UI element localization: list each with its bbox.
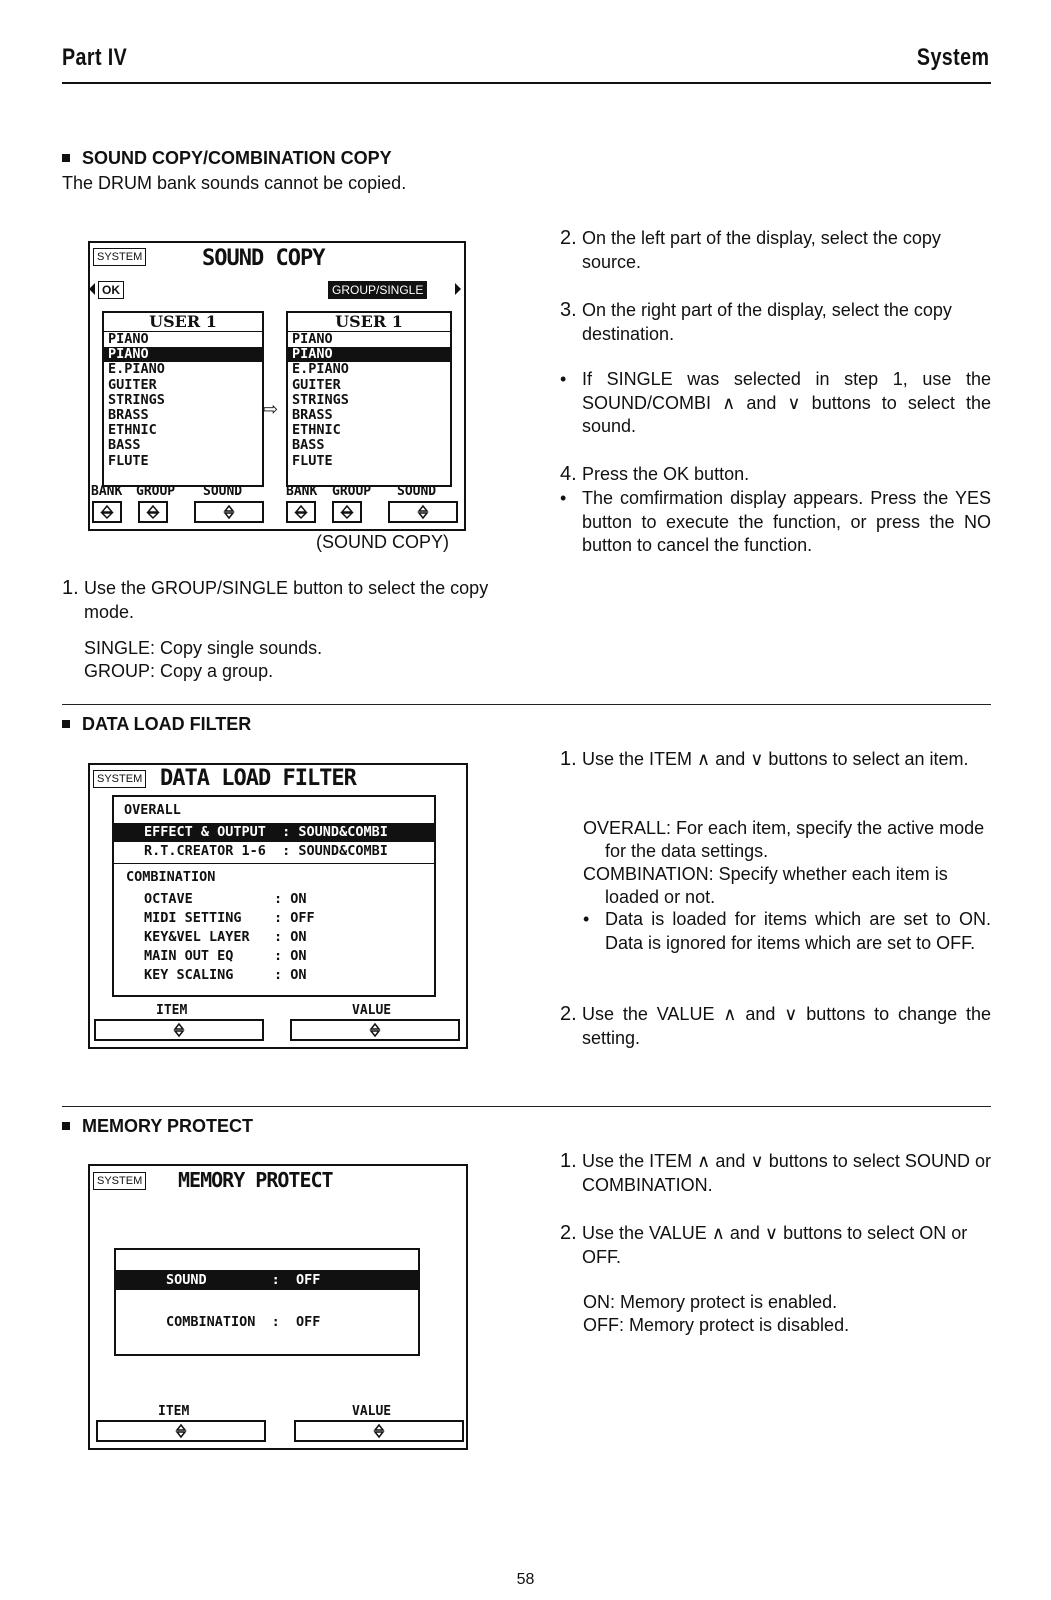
value-knob-label: VALUE <box>352 1404 392 1419</box>
source-bank-header: USER 1 <box>104 313 262 332</box>
copy-arrow-icon: ⇨ <box>263 399 279 419</box>
bank-knob[interactable] <box>286 501 316 523</box>
on-description: ON: Memory protect is enabled. <box>583 1292 838 1312</box>
combination-label: COMBINATION <box>126 869 216 885</box>
combination-protect-row[interactable]: COMBINATION : OFF <box>166 1314 321 1330</box>
knob-label-sound: SOUND <box>397 484 437 499</box>
list-item[interactable]: PIANO <box>108 331 149 347</box>
knob-label-group: GROUP <box>136 484 176 499</box>
destination-bank-header: USER 1 <box>288 313 450 332</box>
list-item[interactable]: BRASS <box>292 407 333 424</box>
filter-settings-panel <box>112 795 436 997</box>
value-knob-label: VALUE <box>352 1003 392 1018</box>
combination-description: COMBINATION: Specify whether each item is loaded or not. <box>583 864 948 907</box>
filter-row[interactable]: MAIN OUT EQ : ON <box>144 948 307 964</box>
list-item[interactable]: GUITER <box>292 376 341 393</box>
value-knob[interactable] <box>294 1420 464 1442</box>
section2-step-2: 2. Use the VALUE ∧ and ∨ buttons to change the setting. <box>560 1003 991 1048</box>
list-item[interactable]: E.PIANO <box>292 361 349 378</box>
off-description: OFF: Memory protect is disabled. <box>583 1315 850 1335</box>
mode-group: GROUP: Copy a group. <box>84 661 274 681</box>
list-item[interactable]: BRASS <box>108 407 149 424</box>
overall-label: OVERALL <box>124 802 181 818</box>
section1-step-4: 4. Press the OK button. <box>560 463 750 485</box>
section1-step-1: 1. Use the GROUP/SINGLE button to select the copy mode. <box>62 577 489 622</box>
group-knob[interactable] <box>138 501 168 523</box>
list-item-selected[interactable]: PIANO <box>104 347 262 362</box>
group-knob[interactable] <box>332 501 362 523</box>
header-rule <box>62 82 991 84</box>
section1-intro: The DRUM bank sounds cannot be copied. <box>62 173 407 193</box>
section3-step-2: 2. Use the VALUE ∧ and ∨ buttons to select ON or OFF. <box>560 1222 968 1267</box>
section2-step-1: 1. Use the ITEM ∧ and ∨ buttons to select an item. <box>560 748 969 770</box>
sound-knob[interactable] <box>388 501 458 523</box>
list-item[interactable]: PIANO <box>292 331 333 347</box>
section-title-sound-copy: SOUND COPY/COMBINATION COPY <box>62 148 392 169</box>
list-item[interactable]: E.PIANO <box>108 361 165 378</box>
section-divider <box>62 704 991 705</box>
list-item[interactable]: BASS <box>108 437 141 454</box>
sound-protect-row[interactable]: SOUND : OFF <box>116 1270 418 1290</box>
section1-step-3: 3. On the right part of the display, select the copy destination. <box>560 299 952 344</box>
screen-title: SOUND COPY <box>202 246 325 271</box>
group-single-button[interactable]: GROUP/SINGLE <box>328 281 427 299</box>
ok-button[interactable]: OK <box>98 281 124 299</box>
section-title-data-load-filter: DATA LOAD FILTER <box>62 714 251 735</box>
section2-bullet: • Data is loaded for items which are set to ON. Data is ignored for items which are set to OFF. <box>583 909 991 953</box>
screen-caption: (SOUND COPY) <box>316 532 450 552</box>
section1-bullet-1: • If SINGLE was selected in step 1, use the SOUND/COMBI ∧ and ∨ buttons to select the sound. <box>560 369 991 436</box>
bank-knob[interactable] <box>92 501 122 523</box>
knob-label-bank: BANK <box>286 484 318 499</box>
section1-step-2: 2. On the left part of the display, select the copy source. <box>560 227 941 272</box>
section-divider <box>62 1106 991 1107</box>
list-item[interactable]: ETHNIC <box>108 422 157 439</box>
item-knob[interactable] <box>96 1420 266 1442</box>
system-badge: SYSTEM <box>93 1172 146 1190</box>
filter-row[interactable]: MIDI SETTING : OFF <box>144 910 315 926</box>
knob-label-group: GROUP <box>332 484 372 499</box>
list-item[interactable]: BASS <box>292 437 325 454</box>
left-arrow-icon <box>89 283 95 295</box>
system-badge: SYSTEM <box>93 248 146 266</box>
filter-row-selected[interactable]: EFFECT & OUTPUT : SOUND&COMBI <box>114 823 434 842</box>
item-knob-label: ITEM <box>156 1003 188 1018</box>
list-item[interactable]: STRINGS <box>108 391 165 408</box>
filter-row[interactable]: R.T.CREATOR 1-6 : SOUND&COMBI <box>144 843 388 859</box>
item-knob-label: ITEM <box>158 1404 190 1419</box>
data-load-filter-screen <box>88 763 468 1049</box>
filter-row[interactable]: KEY SCALING : ON <box>144 967 307 983</box>
filter-row[interactable]: OCTAVE : ON <box>144 891 307 907</box>
list-item[interactable]: ETHNIC <box>292 422 341 439</box>
list-item[interactable]: STRINGS <box>292 391 349 408</box>
screen-title: DATA LOAD FILTER <box>160 766 356 791</box>
list-item[interactable]: FLUTE <box>292 452 333 469</box>
section-title-memory-protect: MEMORY PROTECT <box>62 1116 253 1137</box>
screen-title: MEMORY PROTECT <box>178 1168 333 1192</box>
source-list[interactable] <box>102 311 264 487</box>
sound-knob[interactable] <box>194 501 264 523</box>
section3-step-1: 1. Use the ITEM ∧ and ∨ buttons to select SOUND or COMBINATION. <box>560 1150 991 1195</box>
overall-description: OVERALL: For each item, specify the active mode for the data settings. <box>583 818 985 861</box>
value-knob[interactable] <box>290 1019 460 1041</box>
knob-label-bank: BANK <box>91 484 123 499</box>
section1-bullet-2: • The comfirmation display appears. Press the YES button to execute the function, or press the NO button to cancel the function. <box>560 488 991 555</box>
list-item-selected[interactable]: PIANO <box>288 347 450 362</box>
list-item[interactable]: FLUTE <box>108 452 149 469</box>
header-part: Part IV <box>62 44 128 71</box>
memory-protect-screen <box>88 1164 468 1450</box>
system-badge: SYSTEM <box>93 770 146 788</box>
sound-copy-screen <box>88 241 466 531</box>
right-arrow-icon <box>455 283 461 295</box>
mode-single: SINGLE: Copy single sounds. <box>84 638 323 658</box>
knob-label-sound: SOUND <box>203 484 243 499</box>
filter-row[interactable]: KEY&VEL LAYER : ON <box>144 929 307 945</box>
list-item[interactable]: GUITER <box>108 376 157 393</box>
page-number: 58 <box>516 1571 535 1588</box>
header-section: System <box>916 44 989 71</box>
destination-list[interactable] <box>286 311 452 487</box>
protect-settings-panel <box>114 1248 420 1356</box>
item-knob[interactable] <box>94 1019 264 1041</box>
